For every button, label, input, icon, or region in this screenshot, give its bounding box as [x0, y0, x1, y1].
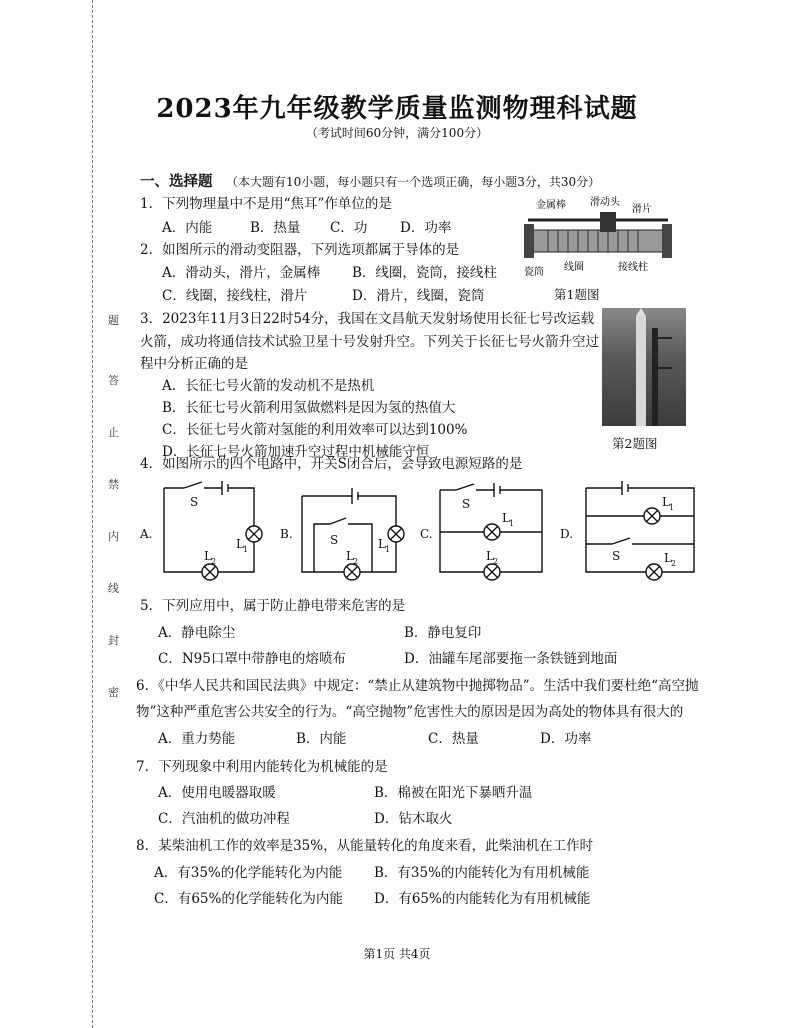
- q5-option-a: A．静电除尘: [158, 625, 236, 641]
- q8-stem: 8．某柴油机工作的效率是35%，从能量转化的角度来看，此柴油机在工作时: [136, 838, 594, 854]
- q8-option-d: D．有65%的内能转化为有用机械能: [374, 891, 591, 907]
- q7-option-d: D．钻木取火: [374, 811, 453, 827]
- lamp-label: L: [378, 537, 386, 551]
- q1-option-b: B．热量: [250, 220, 301, 236]
- lamp-label: L: [502, 511, 510, 525]
- q4-option-d: D.: [560, 527, 574, 541]
- circuit-diagrams: [134, 478, 754, 586]
- lamp-label: L: [236, 537, 244, 551]
- lamp-label: L: [662, 495, 670, 509]
- lamp-subscript: 1: [669, 503, 675, 512]
- side-label: 封: [108, 634, 119, 647]
- section-note: （本大题有10小题，每小题只有一个选项正确，每小题3分，共30分）: [226, 175, 601, 189]
- fig1-caption: 第1题图: [554, 287, 600, 302]
- fig1-label: 瓷筒: [524, 267, 544, 278]
- side-label: 线: [108, 582, 119, 595]
- q7-stem: 7．下列现象中利用内能转化为机械能的是: [136, 759, 388, 775]
- fig1-label: 接线柱: [618, 262, 648, 273]
- q3-option-a: A．长征七号火箭的发动机不是热机: [162, 378, 375, 394]
- q6-stem-line: 6．《中华人民共和国民法典》中规定：“禁止从建筑物中抛掷物品”。生活中我们要杜绝“高空抛: [136, 678, 699, 694]
- q1-option-c: C．功: [330, 220, 368, 236]
- lamp-label: L: [486, 549, 494, 563]
- q7-option-b: B．棉被在阳光下暴晒升温: [374, 785, 533, 801]
- switch-label: S: [330, 533, 339, 547]
- q5-option-b: B．静电复印: [404, 625, 482, 641]
- q2-option-b: B．线圈，瓷筒，接线柱: [352, 265, 497, 281]
- fig1-label: 线圈: [564, 262, 584, 273]
- q3-option-d: D．长征七号火箭加速升空过程中机械能守恒: [162, 444, 430, 460]
- switch-label: S: [190, 495, 199, 509]
- q1-option-a: A．内能: [162, 220, 213, 236]
- binding-margin-line: [92, 0, 93, 1028]
- side-label: 内: [108, 530, 119, 543]
- q6-option-c: C．热量: [428, 731, 479, 747]
- q1-stem: 1．下列物理量中不是用“焦耳”作单位的是: [140, 196, 392, 212]
- fig1-label: 滑动头: [590, 197, 620, 208]
- rocket-photo: [602, 308, 686, 426]
- q4-option-c: C.: [420, 527, 433, 541]
- q2-option-a: A．滑动头，滑片，金属棒: [162, 265, 321, 281]
- q8-option-b: B．有35%的内能转化为有用机械能: [374, 865, 590, 881]
- lamp-subscript: 2: [211, 557, 217, 566]
- q6-option-d: D．功率: [540, 731, 592, 747]
- q6-stem-line: 物”这种严重危害公共安全的行为。“高空抛物”危害性大的原因是因为高处的物体具有很大的: [136, 704, 684, 720]
- q2-stem: 2．如图所示的滑动变阻器，下列选项都属于导体的是: [140, 242, 460, 258]
- q5-stem: 5．下列应用中，属于防止静电带来危害的是: [140, 598, 406, 614]
- switch-label: S: [462, 497, 471, 511]
- lamp-label: L: [204, 549, 212, 563]
- q5-option-d: D．油罐车尾部要拖一条铁链到地面: [404, 651, 618, 667]
- fig1-label: 滑片: [632, 204, 652, 215]
- q2-option-d: D．滑片，线圈，瓷筒: [352, 288, 485, 304]
- lamp-subscript: 1: [385, 545, 391, 554]
- fig1-label: 金属棒: [536, 200, 566, 211]
- lamp-subscript: 2: [353, 557, 359, 566]
- fig2-caption: 第2题图: [612, 436, 658, 451]
- page-subtitle: （考试时间60分钟，满分100分）: [305, 126, 489, 140]
- q1-option-d: D．功率: [400, 220, 452, 236]
- lamp-label: L: [346, 549, 354, 563]
- lamp-subscript: 2: [493, 557, 499, 566]
- q8-option-c: C．有65%的化学能转化为内能: [154, 891, 343, 907]
- q3-stem-line: 3．2023年11月3日22时54分，我国在文昌航天发射场使用长征七号改运载: [140, 311, 595, 327]
- q3-option-c: C．长征七号火箭对氢能的利用效率可以达到100%: [162, 422, 468, 438]
- q4-option-b: B.: [280, 527, 293, 541]
- side-label: 题: [108, 314, 119, 327]
- q7-option-a: A．使用电暖器取暖: [158, 785, 276, 801]
- q6-option-a: A．重力势能: [158, 731, 236, 747]
- lamp-subscript: 1: [243, 545, 249, 554]
- lamp-subscript: 1: [509, 519, 515, 528]
- rheostat-figure: [518, 196, 678, 278]
- section-heading: 一、选择题: [140, 173, 213, 190]
- q7-option-c: C．汽油机的做功冲程: [158, 811, 290, 827]
- lamp-label: L: [664, 551, 672, 565]
- page-title: 2023年九年级教学质量监测物理科试题: [156, 94, 638, 124]
- side-label: 密: [108, 686, 119, 699]
- side-label: 止: [108, 426, 119, 439]
- q3-option-b: B．长征七号火箭利用氢做燃料是因为氢的热值大: [162, 400, 456, 416]
- switch-label: S: [612, 549, 621, 563]
- q3-stem-line: 程中分析正确的是: [140, 356, 248, 372]
- q8-option-a: A．有35%的化学能转化为内能: [154, 865, 343, 881]
- page-footer: 第1页 共4页: [363, 947, 431, 961]
- lamp-subscript: 2: [671, 559, 677, 568]
- q5-option-c: C．N95口罩中带静电的熔喷布: [158, 651, 346, 667]
- q2-option-c: C．线圈，接线柱，滑片: [162, 288, 308, 304]
- side-label: 答: [108, 374, 119, 387]
- q6-option-b: B．内能: [296, 731, 347, 747]
- q3-stem-line: 火箭，成功将通信技术试验卫星十号发射升空。下列关于长征七号火箭升空过: [140, 334, 599, 350]
- q4-stem: 4．如图所示的四个电路中，开关S闭合后，会导致电源短路的是: [140, 456, 523, 472]
- q4-option-a: A.: [140, 527, 153, 541]
- side-label: 禁: [108, 478, 119, 491]
